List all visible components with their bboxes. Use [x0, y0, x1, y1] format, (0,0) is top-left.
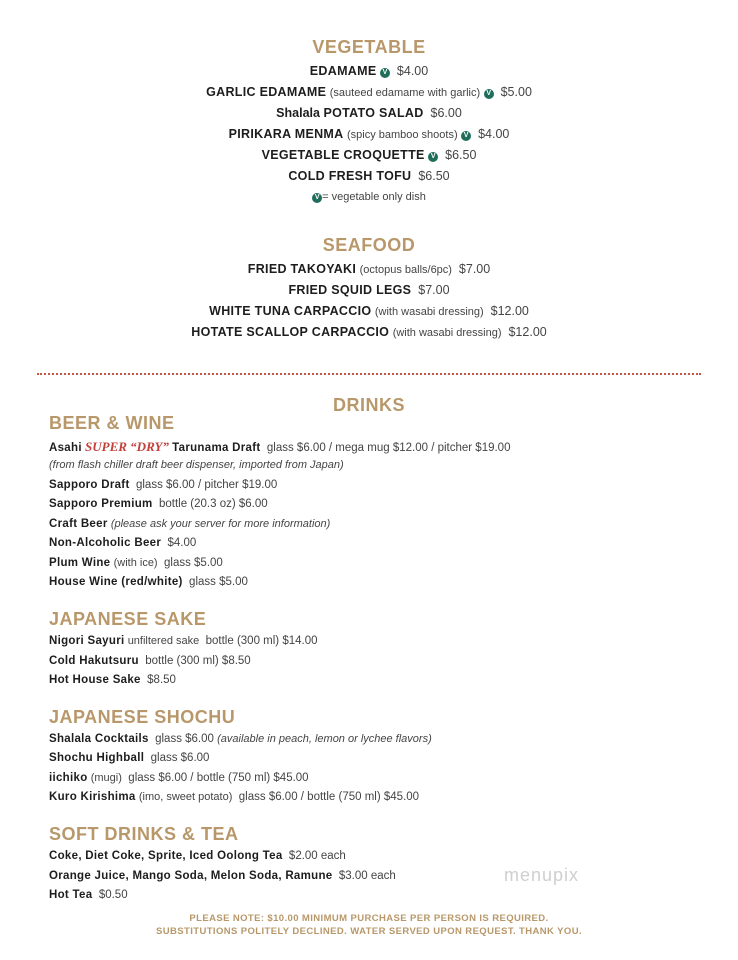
- drink-price: glass $5.00: [189, 576, 248, 588]
- drink-name-pre: Asahi: [49, 442, 82, 454]
- drink-plum-wine: [49, 554, 223, 574]
- item-price: $12.00: [490, 304, 529, 318]
- drink-price: glass $6.00 / bottle (750 ml) $45.00: [128, 772, 309, 784]
- drink-price: bottle (20.3 oz) $6.00: [158, 498, 268, 510]
- drink-non-alcoholic-beer: [49, 534, 196, 554]
- menu-item-white-tuna-carpaccio: [0, 301, 738, 323]
- drink-name: Non-Alcoholic Beer: [49, 537, 162, 549]
- drink-note: (available in peach, lemon or lychee flavors): [217, 733, 432, 745]
- drink-name: Hot House Sake: [49, 674, 141, 686]
- drink-desc: (mugi): [90, 772, 122, 784]
- drink-price: glass $6.00: [150, 752, 210, 764]
- item-name: FRIED TAKOYAKI: [247, 262, 357, 276]
- drink-price: glass $5.00: [164, 557, 223, 569]
- drink-name: Hot Tea: [49, 889, 93, 901]
- item-desc: (spicy bamboo shoots): [346, 129, 458, 141]
- drink-hot-tea: [49, 886, 128, 906]
- item-price: $12.00: [508, 325, 547, 339]
- drink-house-wine: [49, 573, 248, 593]
- menu-item-fried-squid-legs: [0, 280, 738, 301]
- seafood-title: SEAFOOD: [322, 235, 416, 255]
- drink-coke: [49, 847, 346, 867]
- item-name: GARLIC EDAMAME: [206, 85, 327, 99]
- menu-item-hotate-scallop-carpaccio: [0, 322, 738, 344]
- soft-drinks-title: SOFT DRINKS & TEA: [49, 824, 239, 844]
- drink-desc: (imo, sweet potato): [138, 791, 233, 803]
- drink-sapporo-premium: [49, 495, 268, 515]
- drink-name: Craft Beer: [49, 518, 108, 530]
- drink-name: Shochu Highball: [49, 752, 145, 764]
- menu-item-garlic-edamame: [0, 82, 738, 104]
- item-price: $4.00: [478, 127, 510, 141]
- item-prefix: Shalala: [276, 106, 320, 120]
- drink-name: Tarunama Draft: [172, 442, 261, 454]
- drink-price: glass $6.00 / bottle (750 ml) $45.00: [238, 791, 420, 803]
- drink-desc: (please ask your server for more information): [110, 518, 331, 530]
- drink-name: Nigori Sayuri: [49, 635, 125, 647]
- drink-name: Coke, Diet Coke, Sprite, Iced Oolong Tea: [49, 850, 283, 862]
- vegetable-icon: V: [428, 152, 438, 162]
- vegetable-icon: V: [461, 131, 471, 141]
- drink-cold-hakutsuru: [49, 652, 251, 672]
- beer-wine-title: BEER & WINE: [49, 413, 175, 433]
- drink-kuro-kirishima: [49, 788, 419, 808]
- legend-text: = vegetable only dish: [322, 191, 426, 203]
- item-price: $7.00: [418, 283, 450, 297]
- sake-title: JAPANESE SAKE: [49, 609, 207, 629]
- item-desc: (octopus balls/6pc): [359, 264, 452, 276]
- item-price: $7.00: [458, 262, 491, 276]
- drinks-title: DRINKS: [332, 395, 405, 415]
- item-name: FRIED SQUID LEGS: [288, 283, 412, 297]
- drink-nigori-sayuri: [49, 632, 318, 652]
- item-name: VEGETABLE CROQUETTE: [261, 148, 425, 162]
- item-price: $6.00: [430, 106, 462, 120]
- menu-item-edamame: [0, 61, 738, 82]
- vegetable-icon: V: [484, 89, 494, 99]
- drink-shochu-highball: [49, 749, 209, 769]
- drink-name: Sapporo Draft: [49, 479, 130, 491]
- item-desc: (with wasabi dressing): [374, 306, 484, 318]
- drink-price: $8.50: [147, 674, 176, 686]
- vegetable-icon: V: [312, 193, 322, 203]
- item-name: PIRIKARA MENMA: [228, 127, 344, 141]
- drink-price: glass $6.00 / pitcher $19.00: [135, 479, 278, 491]
- drink-price: glass $6.00 / mega mug $12.00 / pitcher $19.00: [266, 442, 511, 454]
- drink-hot-house-sake: [49, 671, 176, 691]
- drink-price: $4.00: [167, 537, 197, 549]
- menu-item-vegetable-croquette: [0, 145, 738, 166]
- menu-item-pirikara-menma: [0, 124, 738, 146]
- item-price: $4.00: [396, 64, 429, 78]
- drink-name: Cold Hakutsuru: [49, 655, 139, 667]
- item-name: COLD FRESH TOFU: [288, 169, 412, 183]
- drink-price: bottle (300 ml) $8.50: [145, 655, 251, 667]
- drink-orange-juice: [49, 867, 396, 887]
- drink-asahi-note: [49, 456, 344, 476]
- drink-price: $2.00 each: [288, 850, 346, 862]
- drink-price: glass $6.00: [155, 733, 214, 745]
- super-dry-logo: SUPER “DRY”: [85, 439, 169, 454]
- item-name: EDAMAME: [309, 64, 377, 78]
- item-price: $6.50: [418, 169, 450, 183]
- item-name: HOTATE SCALLOP CARPACCIO: [191, 325, 390, 339]
- drink-name: House Wine (red/white): [49, 576, 183, 588]
- drink-craft-beer: [49, 515, 330, 535]
- drink-price: bottle (300 ml) $14.00: [205, 635, 318, 647]
- shochu-title: JAPANESE SHOCHU: [49, 707, 236, 727]
- menu-item-fried-takoyaki: [0, 259, 738, 281]
- menu-item-cold-fresh-tofu: [0, 166, 738, 187]
- section-divider: [37, 373, 701, 375]
- item-name: WHITE TUNA CARPACCIO: [209, 304, 372, 318]
- drink-desc: (with ice): [113, 557, 158, 569]
- vegetable-icon: V: [380, 68, 390, 78]
- item-price: $6.50: [445, 148, 477, 162]
- drink-name: Orange Juice, Mango Soda, Melon Soda, Ramune: [49, 870, 333, 882]
- watermark: menupix: [504, 865, 580, 885]
- footer-note-line1: PLEASE NOTE: $10.00 MINIMUM PURCHASE PER PERSON IS REQUIRED.: [189, 913, 549, 924]
- drink-name: Shalala Cocktails: [49, 733, 149, 745]
- drink-name: Sapporo Premium: [49, 498, 153, 510]
- drink-price: $3.00 each: [338, 870, 396, 882]
- drink-iichiko: [49, 769, 309, 789]
- drink-name: Kuro Kirishima: [49, 791, 136, 803]
- item-price: $5.00: [500, 85, 532, 99]
- drink-shalala-cocktails: [49, 730, 432, 750]
- drink-sapporo-draft: [49, 476, 277, 496]
- footer-note-line2: SUBSTITUTIONS POLITELY DECLINED. WATER SERVED UPON REQUEST. THANK YOU.: [156, 926, 582, 937]
- drink-price: $0.50: [98, 889, 128, 901]
- drink-desc: unfiltered sake: [127, 635, 200, 647]
- drink-name: Plum Wine: [49, 557, 111, 569]
- item-name: POTATO SALAD: [323, 106, 424, 120]
- item-desc: (with wasabi dressing): [392, 327, 502, 339]
- vegetable-title: VEGETABLE: [312, 37, 426, 57]
- drink-name: iichiko: [49, 772, 88, 784]
- vegetable-legend: [0, 187, 738, 208]
- drink-note: (from flash chiller draft beer dispenser, imported from Japan): [49, 459, 344, 471]
- menu-item-potato-salad: [0, 103, 738, 124]
- item-desc: (sauteed edamame with garlic): [329, 87, 481, 99]
